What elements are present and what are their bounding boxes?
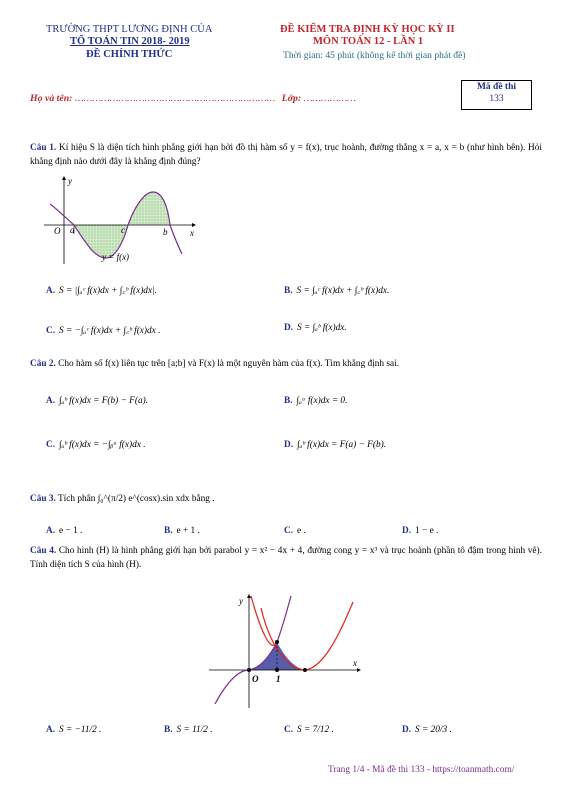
question-1-number: Câu 1.: [30, 143, 57, 153]
question-4-text: Cho hình (H) là hình phẳng giới hạn bởi parabol y = x² − 4x + 4, đường cong y = x³ và trục hoành (phần tô đậm trong hình vẽ). Tính diện tích S của hình (H).: [30, 546, 542, 570]
q1-option-d[interactable]: D. S = ∫ₐᵇ f(x)dx.: [284, 323, 347, 333]
label-one: 1: [276, 674, 281, 684]
class-dots: ………………: [303, 93, 356, 104]
question-1: [30, 141, 542, 169]
school-name: TRƯỜNG THPT LƯƠNG ĐỊNH CỦA: [46, 24, 213, 35]
question-2-text: Cho hàm số f(x) liên tục trên [a;b] và F(x) là một nguyên hàm của f(x). Tìm khẳng định sai.: [58, 359, 400, 369]
q4-option-a[interactable]: A. S = −11/2 .: [46, 725, 102, 735]
name-line: [30, 93, 356, 104]
q3-option-b[interactable]: B. e + 1 .: [164, 526, 200, 536]
question-4-graph: [205, 592, 365, 710]
label-c: c: [121, 225, 125, 235]
class-label: Lớp:: [281, 93, 302, 104]
exam-code-label: Mã đề thi: [476, 82, 517, 92]
q2-option-a[interactable]: A. ∫ₐᵇ f(x)dx = F(b) − F(a).: [46, 396, 149, 406]
region-above-axis: [128, 192, 170, 225]
question-3-text: Tích phân ∫₀^(π/2) e^(cosx).sin xdx bằng .: [58, 494, 215, 504]
label-o: O: [252, 674, 259, 684]
q3-option-a[interactable]: A. e − 1 .: [46, 526, 83, 536]
label-x: x: [353, 658, 357, 668]
q2-option-d[interactable]: D. ∫ₐᵇ f(x)dx = F(a) − F(b).: [284, 440, 387, 450]
label-o: O: [54, 226, 61, 236]
q2-option-c[interactable]: C. ∫ₐᵇ f(x)dx = −∫ᵦᵃ f(x)dx .: [46, 440, 146, 450]
label-a: a: [70, 225, 75, 235]
q4-option-d[interactable]: D. S = 20/3 .: [402, 725, 452, 735]
q4-option-b[interactable]: B. S = 11/2 .: [164, 725, 213, 735]
exam-time: Thời gian: 45 phút (không kể thời gian phát đề): [283, 50, 466, 61]
label-y: y: [239, 596, 243, 606]
q3-option-d[interactable]: D. 1 − e .: [402, 526, 439, 536]
question-4-number: Câu 4.: [30, 546, 57, 556]
question-3: [30, 492, 542, 506]
q1-option-c[interactable]: C. S = −∫ₐᶜ f(x)dx + ∫꜀ᵇ f(x)dx .: [46, 326, 161, 336]
q1-option-b[interactable]: B. S = ∫ₐᶜ f(x)dx + ∫꜀ᵇ f(x)dx.: [284, 286, 390, 296]
label-x: x: [190, 228, 194, 238]
official-label: ĐỀ CHÍNH THỨC: [86, 49, 173, 60]
department: TỔ TOÁN TIN 2018- 2019: [70, 36, 190, 47]
exam-title: ĐỀ KIỂM TRA ĐỊNH KỲ HỌC KỲ II: [280, 24, 455, 35]
question-1-graph: [40, 174, 200, 266]
question-2-number: Câu 2.: [30, 359, 56, 369]
question-3-number: Câu 3.: [30, 494, 56, 504]
question-4: [30, 544, 542, 572]
label-b: b: [163, 227, 168, 237]
q4-option-c[interactable]: C. S = 7/12 .: [284, 725, 334, 735]
label-y: y: [68, 176, 72, 186]
exam-subject: MÔN TOÁN 12 - LẦN 1: [313, 36, 424, 47]
exam-code-box: [461, 80, 532, 110]
q3-option-c[interactable]: C. e .: [284, 526, 306, 536]
question-1-text: Kí hiệu S là diện tích hình phẳng giới hạn bởi đồ thị hàm số y = f(x), trục hoành, đường thẳng x = a, x = b (như hình bên). Hỏi khẳng định nào dưới đây là khẳng định đúng?: [30, 143, 543, 167]
label-fx: y = f(x): [102, 252, 130, 262]
question-2: [30, 357, 542, 371]
exam-code-value: 133: [489, 94, 504, 104]
page-footer: Trang 1/4 - Mã đề thi 133 - https://toanmath.com/: [328, 765, 515, 775]
name-dots: ……………………………………………………………: [74, 93, 276, 104]
name-label: Họ và tên:: [30, 93, 73, 104]
q2-option-b[interactable]: B. ∫ₐᵃ f(x)dx = 0.: [284, 396, 348, 406]
q1-option-a[interactable]: A. S = |∫ₐᶜ f(x)dx + ∫꜀ᵇ f(x)dx|.: [46, 286, 157, 296]
